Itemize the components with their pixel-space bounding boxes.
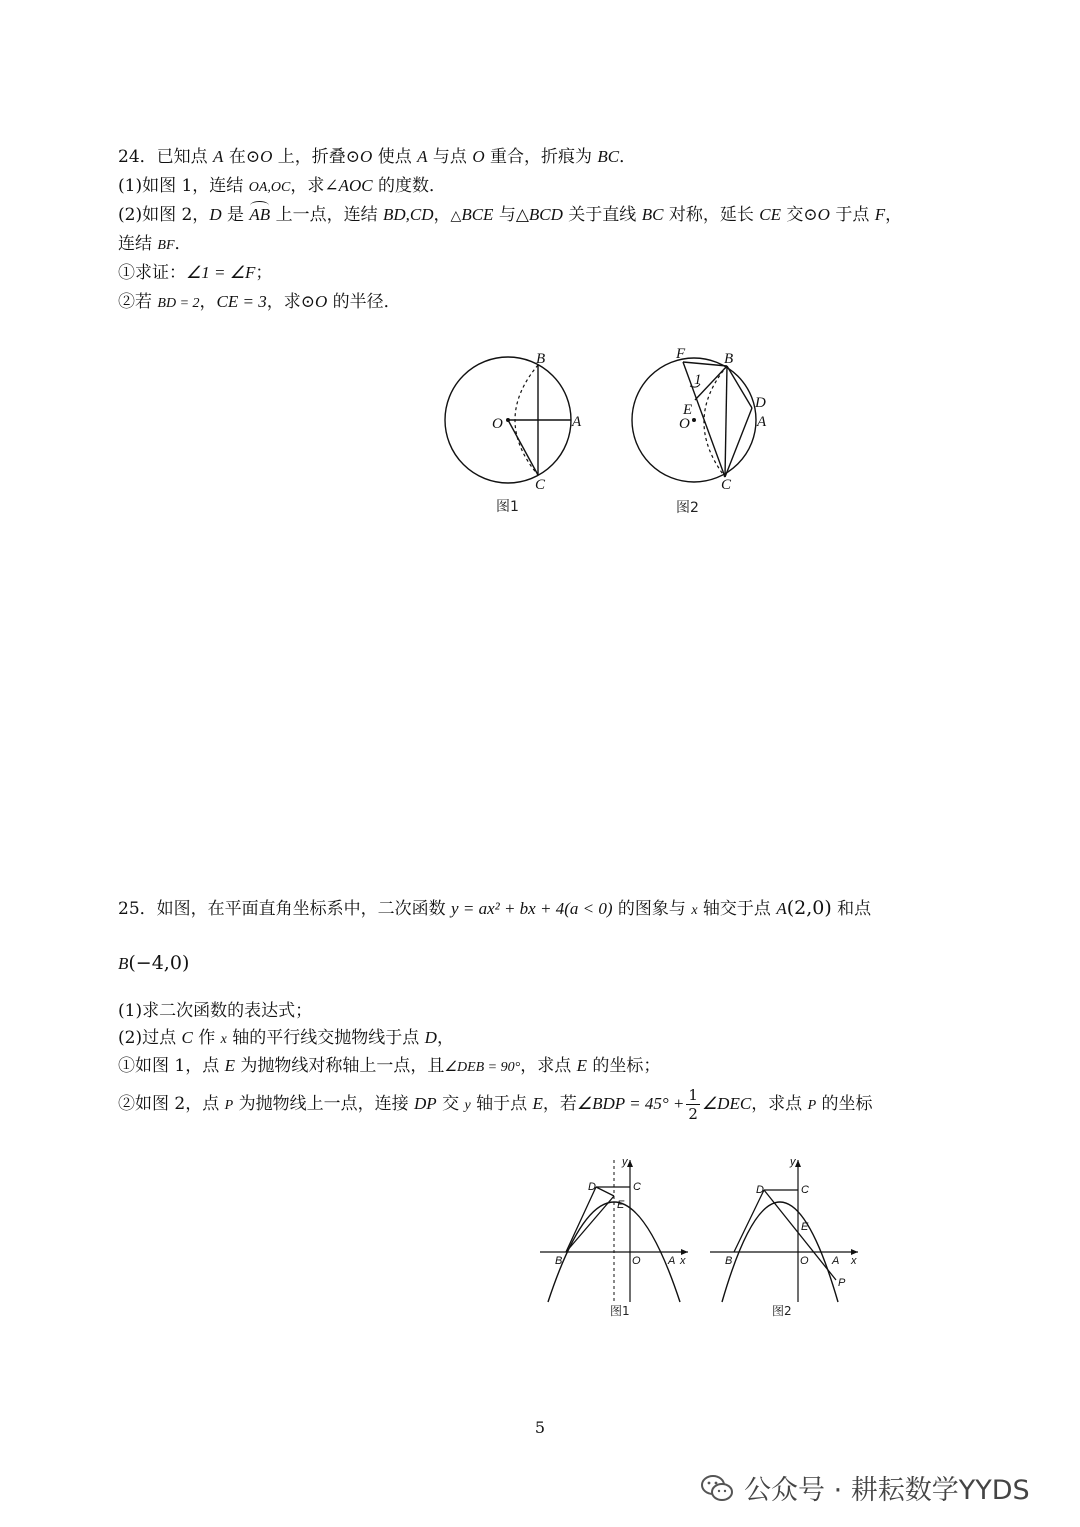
label-o: O <box>800 1255 809 1267</box>
fraction-one-half: $\frac{1}{2}$ <box>688 1086 698 1123</box>
fold-arc <box>704 366 727 477</box>
wechat-icon <box>700 1474 734 1502</box>
q25-stem-cont: B(−4,0) <box>118 952 190 974</box>
segment-bd <box>727 366 752 408</box>
label-f: F <box>676 346 686 362</box>
label-c: C <box>633 1181 641 1193</box>
segment-bd <box>566 1187 596 1252</box>
label-e: E <box>801 1221 809 1233</box>
point-o <box>506 418 510 422</box>
figure-caption: 图1 <box>610 1304 630 1318</box>
point-o <box>692 418 696 422</box>
label-1: 1 <box>694 372 702 388</box>
q24-stem: 24．已知点 A 在⊙O 上，折叠⊙O 使点 A 与点 O 重合，折痕为 BC． <box>118 147 637 167</box>
q25-figure-2 <box>708 1152 868 1322</box>
watermark <box>700 1468 1030 1507</box>
q25-part1: (1)求二次函数的表达式； <box>118 1001 313 1021</box>
y-axis-arrow <box>627 1160 633 1167</box>
q24-part2: (2)如图 2，D 是 AB 上一点，连结 BD,CD，△BCE 与△BCD 关于直线 BC 对称，延长 CE 交⊙O 于点 F， <box>118 205 903 225</box>
segment-de <box>596 1187 614 1196</box>
label-a: A <box>832 1255 840 1267</box>
label-d: D <box>755 395 766 411</box>
label-c: C <box>721 477 732 493</box>
q25-sub2: ②如图 2，点 P 为抛物线上一点，连接 DP 交 y 轴于点 E，若∠BDP = 45° + $\frac{1}{2}$ ∠DEC，求点 P 的坐标 <box>118 1086 873 1123</box>
label-a: A <box>668 1255 676 1267</box>
segment-oc <box>508 420 538 475</box>
figure-caption: 图1 <box>496 499 519 515</box>
label-d: D <box>588 1181 596 1193</box>
segment-bd <box>734 1190 764 1252</box>
label-d: D <box>756 1184 764 1196</box>
chord-bc <box>725 366 727 477</box>
q24-part2-cont: 连结 BF． <box>118 234 192 254</box>
label-a: A <box>757 414 767 430</box>
label-o: O <box>679 416 690 432</box>
label-e: E <box>683 402 693 418</box>
q25-sub1: ①如图 1，点 E 为抛物线对称轴上一点，且∠DEB = 90°，求点 E 的坐标； <box>118 1056 661 1076</box>
label-x: x <box>851 1255 857 1267</box>
label-b: B <box>536 351 546 367</box>
label-p: P <box>838 1277 846 1289</box>
q24-part1: (1)如图 1，连结 OA,OC，求∠AOC 的度数． <box>118 176 446 196</box>
label-o: O <box>492 416 503 432</box>
label-b: B <box>555 1255 563 1267</box>
label-c: C <box>801 1184 809 1196</box>
label-y: y <box>622 1156 628 1168</box>
label-x: x <box>680 1255 686 1267</box>
y-axis-arrow <box>795 1160 801 1167</box>
q24-figure-2 <box>624 340 784 520</box>
segment-be <box>566 1196 614 1252</box>
q24-sub2: ②若 BD = 2，CE = 3，求⊙O 的半径． <box>118 292 401 312</box>
label-a: A <box>572 414 582 430</box>
label-o: O <box>632 1255 641 1267</box>
q24-sub1: ①求证：∠1 = ∠F； <box>118 263 273 283</box>
label-y: y <box>790 1156 796 1168</box>
label-b: B <box>724 351 734 367</box>
q25-figure-1 <box>538 1152 698 1322</box>
label-b: B <box>725 1255 733 1267</box>
label-c: C <box>535 477 546 493</box>
q25-stem: 25．如图，在平面直角坐标系中，二次函数 y = ax² + bx + 4(a < 0) 的图象与 x 轴交于点 A(2,0) 和点 <box>118 897 872 919</box>
figure-caption: 图2 <box>676 500 699 516</box>
q24-figure-1 <box>440 345 600 520</box>
segment-dc <box>725 408 752 477</box>
q25-part2: (2)过点 C 作 x 轴的平行线交抛物线于点 D， <box>118 1028 454 1048</box>
watermark-text: 公众号 · 耕耘数学YYDS <box>744 1475 1030 1506</box>
figure-caption: 图2 <box>772 1304 792 1318</box>
page-number: 5 <box>534 1418 546 1437</box>
label-e: E <box>617 1199 625 1211</box>
